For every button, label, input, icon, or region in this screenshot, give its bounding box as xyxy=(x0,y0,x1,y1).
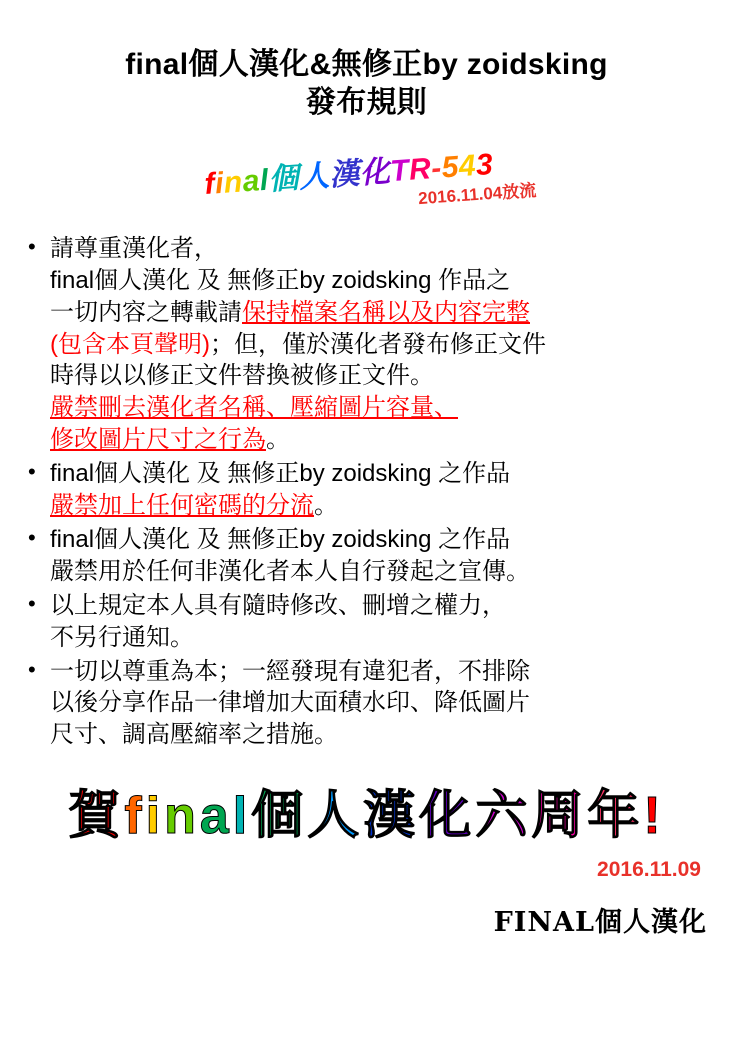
rule-line xyxy=(50,424,719,456)
banner-title-char: 化 xyxy=(358,154,392,190)
rule-text: 不另行通知。 xyxy=(50,623,194,651)
banner-title-char: a xyxy=(241,164,261,199)
rule-line xyxy=(50,622,719,654)
banner-title-char: - xyxy=(429,151,443,185)
celebration-char: 賀 xyxy=(68,787,125,846)
banner-title-char: 人 xyxy=(297,159,331,195)
rule-line xyxy=(50,524,719,556)
footer-signature: FINAL個人漢化 xyxy=(493,907,707,939)
rule-text: 請尊重漢化者， xyxy=(50,234,218,262)
rule-line xyxy=(50,656,719,688)
rule-line xyxy=(50,329,719,361)
rule-text: final個人漢化 及 無修正by zoidsking 作品之 xyxy=(50,266,511,294)
rule-item xyxy=(26,590,719,654)
banner-title-char: 4 xyxy=(457,148,478,184)
rule-item xyxy=(26,524,719,588)
rule-item xyxy=(26,458,719,522)
rule-text: 嚴禁加上任何密碼的分流 xyxy=(50,492,314,520)
rule-text: 。 xyxy=(314,492,338,520)
rule-text: 嚴禁用於任何非漢化者本人自行發起之宣傳。 xyxy=(50,557,530,585)
rule-line xyxy=(50,490,719,522)
celebration-char: a xyxy=(199,787,233,846)
celebration-char: f xyxy=(124,787,146,846)
rule-line xyxy=(50,590,719,622)
celebration-text xyxy=(0,773,733,848)
rule-text: 時得以以修正文件替換被修正文件。 xyxy=(50,362,434,390)
rule-text: ；但，僅於漢化者發布修正文件 xyxy=(209,330,546,358)
celebration-char: 人 xyxy=(307,787,364,846)
rule-text: 一切内容之轉載請 xyxy=(50,298,242,326)
page-title-line1: final個人漢化&無修正by zoidsking xyxy=(125,48,608,81)
banner-title-char: 3 xyxy=(474,147,495,182)
banner xyxy=(0,147,733,207)
rule-text: 以上規定本人具有隨時修改、刪增之權力， xyxy=(50,591,506,619)
rule-line xyxy=(50,458,719,490)
rule-line xyxy=(50,392,719,424)
rule-line xyxy=(50,360,719,392)
rule-item xyxy=(26,233,719,456)
footer-date: 2016.11.09 xyxy=(597,858,701,882)
rule-text: 。 xyxy=(266,426,290,454)
celebration-char: n xyxy=(164,787,200,846)
rule-text: 尺寸、調高壓縮率之措施。 xyxy=(50,721,338,749)
celebration-char: l xyxy=(232,787,252,846)
banner-title-char: T xyxy=(389,153,411,188)
banner-title-char: 個 xyxy=(267,161,301,197)
rule-line xyxy=(50,297,719,329)
banner-title-char: 漢 xyxy=(328,157,361,193)
page-header xyxy=(0,0,733,123)
banner-title-char: f xyxy=(203,167,217,201)
celebration-char: 漢 xyxy=(363,787,420,846)
rule-text: 一切以尊重為本；一經發現有違犯者，不排除 xyxy=(50,657,530,685)
rule-item xyxy=(26,656,719,752)
rule-line xyxy=(50,265,719,297)
banner-title-char: R xyxy=(407,152,433,187)
rule-text: final個人漢化 及 無修正by zoidsking 之作品 xyxy=(50,525,511,553)
rule-text: 修改圖片尺寸之行為 xyxy=(50,426,266,454)
celebration-char: 個 xyxy=(251,787,308,846)
celebration-char: ! xyxy=(643,787,665,846)
banner-title-char: l xyxy=(258,163,270,197)
celebration-char: i xyxy=(145,787,165,846)
rule-text: 保持檔案名稱以及内容完整 xyxy=(242,298,530,326)
rule-line xyxy=(50,719,719,751)
page-title-line2: 發布規則 xyxy=(305,86,428,120)
celebration-char: 年 xyxy=(587,787,644,846)
banner-title-char: 5 xyxy=(440,150,460,185)
celebration-char: 化 xyxy=(419,787,476,846)
banner-date: 2016.11.04放流 xyxy=(417,180,537,208)
rule-text: 嚴禁刪去漢化者名稱、壓縮圖片容量、 xyxy=(50,394,458,422)
rule-text: final個人漢化 及 無修正by zoidsking 之作品 xyxy=(50,460,511,488)
rule-line xyxy=(50,556,719,588)
rule-line xyxy=(50,233,719,265)
celebration-char: 六 xyxy=(475,787,532,846)
rules-list xyxy=(0,233,733,752)
rule-text: 以後分享作品一律增加大面積水印、降低圖片 xyxy=(50,689,530,717)
banner-title-char: n xyxy=(222,165,244,200)
rule-text: (包含本頁聲明) xyxy=(50,330,210,358)
rule-line xyxy=(50,687,719,719)
banner-title-char: i xyxy=(213,166,225,201)
celebration-char: 周 xyxy=(531,787,588,846)
